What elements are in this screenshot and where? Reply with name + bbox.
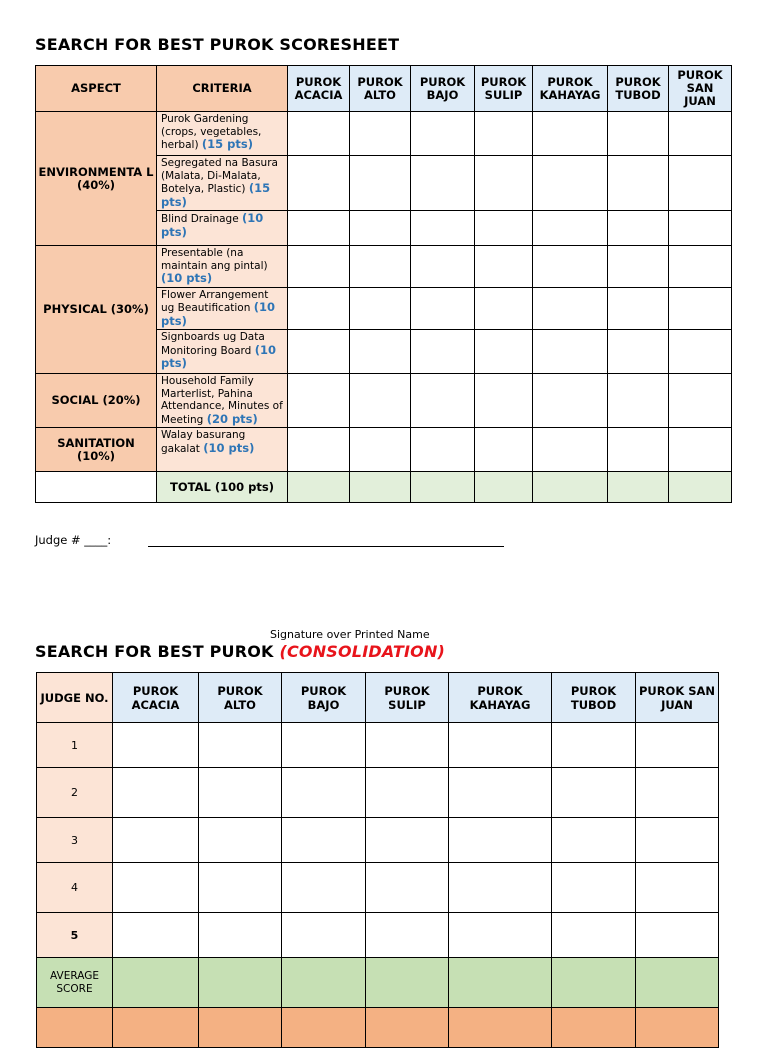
signature-line[interactable] xyxy=(148,546,504,547)
total-cell[interactable] xyxy=(411,472,475,503)
criteria-cell xyxy=(157,112,288,156)
criteria-cell xyxy=(157,428,288,472)
total-cell[interactable] xyxy=(475,472,533,503)
score-cell[interactable] xyxy=(449,818,552,863)
criteria-text: Purok Gardening (crops, vegetables, herbal) xyxy=(161,113,262,151)
criteria-points: (10 pts) xyxy=(161,342,276,370)
score-cell[interactable] xyxy=(475,156,533,211)
score-cell[interactable] xyxy=(608,287,669,330)
rank-cell[interactable] xyxy=(449,1008,552,1048)
score-cell[interactable] xyxy=(669,374,732,428)
criteria-text: Signboards ug Data Monitoring Board xyxy=(161,331,265,357)
score-cell[interactable] xyxy=(411,374,475,428)
criteria-cell xyxy=(157,156,288,211)
criteria-text: Presentable (na maintain ang pintal) xyxy=(161,247,268,272)
purok-header: PUROK ACACIA xyxy=(113,673,199,723)
score-cell[interactable] xyxy=(288,211,350,246)
rank-cell xyxy=(37,1008,113,1048)
score-cell[interactable] xyxy=(366,818,449,863)
score-cell[interactable] xyxy=(288,112,350,156)
score-cell[interactable] xyxy=(636,723,719,768)
score-cell[interactable] xyxy=(475,330,533,374)
score-cell[interactable] xyxy=(411,246,475,288)
score-cell[interactable] xyxy=(282,768,366,818)
judge-number-label: Judge # ____: xyxy=(35,533,112,547)
aspect-sanitation: SANITATION (10%) xyxy=(36,428,157,472)
score-cell[interactable] xyxy=(533,156,608,211)
average-cell[interactable] xyxy=(199,958,282,1008)
criteria-points: (10 pts) xyxy=(203,440,255,455)
aspect-physical: PHYSICAL (30%) xyxy=(36,246,157,374)
score-cell[interactable] xyxy=(350,330,411,374)
score-cell[interactable] xyxy=(475,287,533,330)
criteria-cell xyxy=(157,287,288,330)
criteria-text: Blind Drainage xyxy=(161,213,239,225)
score-cell[interactable] xyxy=(608,156,669,211)
total-cell[interactable] xyxy=(608,472,669,503)
criteria-points: (10 pts) xyxy=(161,211,264,239)
average-cell[interactable] xyxy=(636,958,719,1008)
score-cell[interactable] xyxy=(199,863,282,913)
score-cell[interactable] xyxy=(113,768,199,818)
score-cell[interactable] xyxy=(288,156,350,211)
average-cell[interactable] xyxy=(552,958,636,1008)
score-cell[interactable] xyxy=(199,768,282,818)
purok-header: PUROK SAN JUAN xyxy=(669,66,732,112)
total-cell[interactable] xyxy=(350,472,411,503)
criteria-cell xyxy=(157,330,288,374)
scoresheet-title: SEARCH FOR BEST PUROK SCORESHEET xyxy=(35,35,400,54)
score-cell[interactable] xyxy=(669,246,732,288)
judge-number: 1 xyxy=(37,723,113,768)
criteria-text: Walay basurang gakalat xyxy=(161,429,246,455)
rank-cell[interactable] xyxy=(636,1008,719,1048)
score-cell[interactable] xyxy=(636,768,719,818)
criteria-text: Household Family Marterlist, Pahina Attendance, Minutes of Meeting xyxy=(161,375,283,426)
rank-cell[interactable] xyxy=(282,1008,366,1048)
judge-number: 4 xyxy=(37,863,113,913)
score-cell[interactable] xyxy=(113,723,199,768)
purok-header: PUROK BAJO xyxy=(282,673,366,723)
consolidation-title-accent: (CONSOLIDATION) xyxy=(279,642,446,661)
score-cell[interactable] xyxy=(608,330,669,374)
score-cell[interactable] xyxy=(449,863,552,913)
consolidation-table xyxy=(36,672,719,1048)
score-cell[interactable] xyxy=(475,246,533,288)
score-cell[interactable] xyxy=(608,374,669,428)
score-cell[interactable] xyxy=(608,428,669,472)
score-cell[interactable] xyxy=(669,156,732,211)
criteria-points: (10 pts) xyxy=(161,300,275,328)
score-cell[interactable] xyxy=(608,246,669,288)
score-cell[interactable] xyxy=(366,913,449,958)
score-cell[interactable] xyxy=(113,818,199,863)
score-cell[interactable] xyxy=(636,863,719,913)
rank-cell[interactable] xyxy=(366,1008,449,1048)
score-cell[interactable] xyxy=(113,913,199,958)
purok-header: PUROK SULIP xyxy=(475,66,533,112)
score-cell[interactable] xyxy=(552,723,636,768)
criteria-points: (15 pts) xyxy=(201,137,253,151)
criteria-cell xyxy=(157,374,288,428)
average-score-label: AVERAGE SCORE xyxy=(37,958,113,1008)
average-cell[interactable] xyxy=(282,958,366,1008)
score-cell[interactable] xyxy=(350,287,411,330)
score-cell[interactable] xyxy=(636,818,719,863)
signature-caption: Signature over Printed Name xyxy=(270,628,430,641)
score-cell[interactable] xyxy=(282,723,366,768)
criteria-points: (15 pts) xyxy=(161,181,271,209)
total-label: TOTAL (100 pts) xyxy=(157,472,288,503)
aspect-social: SOCIAL (20%) xyxy=(36,374,157,428)
score-cell[interactable] xyxy=(350,428,411,472)
total-cell[interactable] xyxy=(669,472,732,503)
score-cell[interactable] xyxy=(350,374,411,428)
blank-cell xyxy=(36,472,157,503)
score-cell[interactable] xyxy=(475,374,533,428)
score-cell[interactable] xyxy=(608,211,669,246)
score-cell[interactable] xyxy=(282,863,366,913)
criteria-text: Segregated na Basura (Malata, Di-Malata, Botelya, Plastic) xyxy=(161,157,278,195)
score-cell[interactable] xyxy=(350,112,411,156)
criteria-cell xyxy=(157,211,288,246)
judge-number: 3 xyxy=(37,818,113,863)
rank-cell[interactable] xyxy=(199,1008,282,1048)
score-cell[interactable] xyxy=(411,112,475,156)
aspect-environmental: ENVIRONMENTA L (40%) xyxy=(36,112,157,246)
score-cell[interactable] xyxy=(669,112,732,156)
criteria-points: (10 pts) xyxy=(161,271,213,285)
score-cell[interactable] xyxy=(669,428,732,472)
total-cell[interactable] xyxy=(533,472,608,503)
score-cell[interactable] xyxy=(636,913,719,958)
score-cell[interactable] xyxy=(475,112,533,156)
purok-header: PUROK ALTO xyxy=(199,673,282,723)
purok-header: PUROK SAN JUAN xyxy=(636,673,719,723)
score-cell[interactable] xyxy=(533,428,608,472)
score-cell[interactable] xyxy=(350,246,411,288)
scoresheet-table xyxy=(35,65,732,503)
score-cell[interactable] xyxy=(288,330,350,374)
score-cell[interactable] xyxy=(113,863,199,913)
score-cell[interactable] xyxy=(608,112,669,156)
score-cell[interactable] xyxy=(288,428,350,472)
purok-header: PUROK ACACIA xyxy=(288,66,350,112)
score-cell[interactable] xyxy=(366,863,449,913)
score-cell[interactable] xyxy=(411,156,475,211)
criteria-cell xyxy=(157,246,288,288)
purok-header: PUROK SULIP xyxy=(366,673,449,723)
score-cell[interactable] xyxy=(475,211,533,246)
score-cell[interactable] xyxy=(669,330,732,374)
score-cell[interactable] xyxy=(411,287,475,330)
criteria-points: (20 pts) xyxy=(206,411,258,426)
score-cell[interactable] xyxy=(288,374,350,428)
consolidation-title-main: SEARCH FOR BEST PUROK xyxy=(35,642,274,661)
score-cell[interactable] xyxy=(449,913,552,958)
average-cell[interactable] xyxy=(366,958,449,1008)
purok-header: PUROK TUBOD xyxy=(552,673,636,723)
score-cell[interactable] xyxy=(449,768,552,818)
score-cell[interactable] xyxy=(282,818,366,863)
score-cell[interactable] xyxy=(449,723,552,768)
score-cell[interactable] xyxy=(199,723,282,768)
score-cell[interactable] xyxy=(288,246,350,288)
score-cell[interactable] xyxy=(552,768,636,818)
score-cell[interactable] xyxy=(552,863,636,913)
score-cell[interactable] xyxy=(533,246,608,288)
criteria-text: Flower Arrangement ug Beautification xyxy=(161,288,269,314)
score-cell[interactable] xyxy=(533,211,608,246)
score-cell[interactable] xyxy=(199,913,282,958)
score-cell[interactable] xyxy=(350,211,411,246)
purok-header: PUROK TUBOD xyxy=(608,66,669,112)
score-cell[interactable] xyxy=(282,913,366,958)
score-cell[interactable] xyxy=(533,330,608,374)
score-cell[interactable] xyxy=(475,428,533,472)
score-cell[interactable] xyxy=(669,287,732,330)
rank-cell[interactable] xyxy=(552,1008,636,1048)
score-cell[interactable] xyxy=(366,723,449,768)
score-cell[interactable] xyxy=(288,287,350,330)
score-cell[interactable] xyxy=(552,913,636,958)
criteria-header: CRITERIA xyxy=(157,66,288,112)
purok-header: PUROK ALTO xyxy=(350,66,411,112)
consolidation-title xyxy=(35,642,445,661)
score-cell[interactable] xyxy=(199,818,282,863)
score-cell[interactable] xyxy=(552,818,636,863)
score-cell[interactable] xyxy=(533,287,608,330)
score-cell[interactable] xyxy=(366,768,449,818)
score-cell[interactable] xyxy=(350,156,411,211)
judge-no-header: JUDGE NO. xyxy=(37,673,113,723)
purok-header: PUROK KAHAYAG xyxy=(449,673,552,723)
total-cell[interactable] xyxy=(288,472,350,503)
purok-header: PUROK BAJO xyxy=(411,66,475,112)
judge-number: 5 xyxy=(37,913,113,958)
score-cell[interactable] xyxy=(669,211,732,246)
score-cell[interactable] xyxy=(533,112,608,156)
average-cell[interactable] xyxy=(449,958,552,1008)
score-cell[interactable] xyxy=(411,330,475,374)
purok-header: PUROK KAHAYAG xyxy=(533,66,608,112)
score-cell[interactable] xyxy=(411,428,475,472)
aspect-header: ASPECT xyxy=(36,66,157,112)
score-cell[interactable] xyxy=(533,374,608,428)
average-cell[interactable] xyxy=(113,958,199,1008)
score-cell[interactable] xyxy=(411,211,475,246)
judge-number: 2 xyxy=(37,768,113,818)
rank-cell[interactable] xyxy=(113,1008,199,1048)
